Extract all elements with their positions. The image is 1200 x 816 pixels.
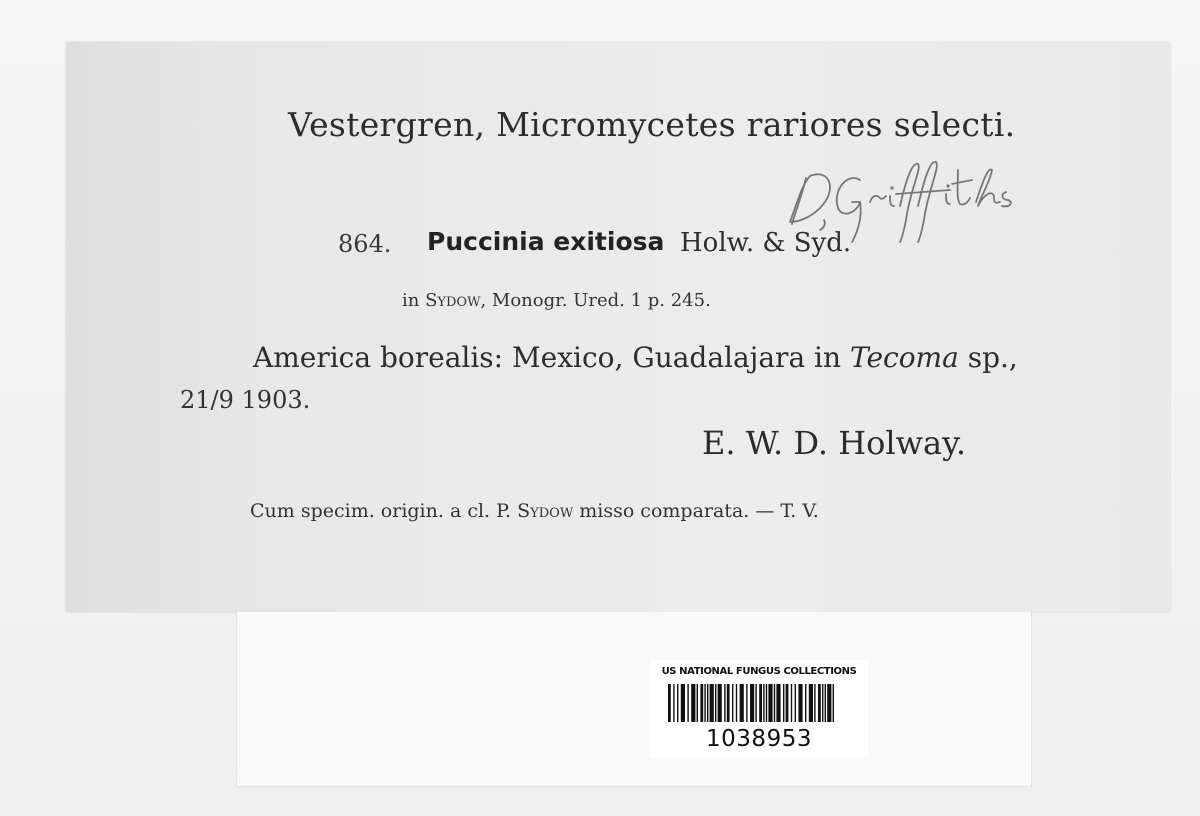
- comparison-note: [250, 502, 819, 521]
- note-author: Sydow: [517, 500, 574, 522]
- barcode-institution: US NATIONAL FUNGUS COLLECTIONS: [661, 666, 857, 677]
- species-authors: Holw. & Syd.: [680, 228, 852, 258]
- exsiccata-title: Vestergren, Micromycetes rariores selecti.: [288, 105, 1016, 144]
- locality: [253, 341, 1018, 374]
- barcode-icon: [668, 684, 850, 722]
- exsiccata-number: 864.: [338, 230, 392, 258]
- reference-prefix: in: [402, 290, 420, 311]
- barcode-label: [650, 660, 868, 758]
- barcode-number: 1038953: [706, 726, 812, 752]
- locality-text: America borealis: Mexico, Guadalajara in: [253, 341, 842, 374]
- reference-rest: , Monogr. Ured. 1 p. 245.: [480, 290, 711, 311]
- host-suffix: sp.,: [967, 341, 1018, 374]
- specimen-packet: [236, 612, 1032, 787]
- reference-author: Sydow: [425, 290, 481, 311]
- note-suffix: misso comparata. — T. V.: [579, 500, 819, 522]
- literature-reference: [402, 292, 711, 310]
- note-prefix: Cum specim. origin. a cl. P.: [250, 500, 512, 522]
- collector-name: E. W. D. Holway.: [702, 424, 967, 462]
- species-name: Puccinia exitiosa: [427, 227, 665, 256]
- collection-date: 21/9 1903.: [180, 386, 311, 414]
- host-genus: Tecoma: [849, 341, 959, 374]
